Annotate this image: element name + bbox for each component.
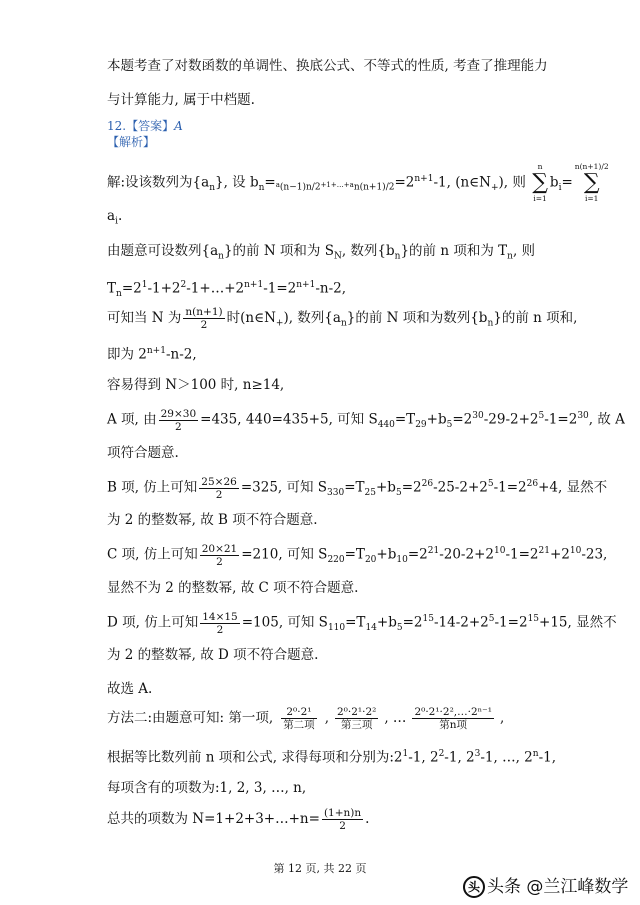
text-line: 由题意可设数列$\{a_n\}$的前 N 项和为 $S_N$, 数列$\{b_n\}$的前 n 项和为 $T_n$, 则: [107, 243, 536, 262]
page-footer: 第 12 页, 共 22 页: [273, 862, 367, 875]
option-b-line: B 项, 仿上可知 $\frac{25\times 26}{2}$ =325, 可知 $S_{330}=T_{25}+b_5=2^{26}-25-2+2^5-1=2^{26}+4$, 显然不: [107, 475, 608, 501]
option-d-line: D 项, 仿上可知 $\frac{14\times 15}{2}$ =105, 可知 $S_{110}=T_{14}+b_5=2^{15}-14-2+2^5-1=2^{15}+15$, 显然不: [107, 610, 617, 636]
text-line: 与计算能力, 属于中档题.: [107, 92, 255, 108]
sigma-sum: n ∑ i=1: [532, 162, 548, 203]
text-line: 项符合题意.: [107, 445, 179, 461]
text-line: 为 2 的整数幂, 故 D 项不符合题意.: [107, 647, 319, 663]
text-line: 显然不为 2 的整数幂, 故 C 项不符合题意.: [107, 580, 359, 596]
watermark: 头 头条 @兰江峰数学: [463, 872, 628, 898]
sigma-sum: n(n+1)/2 ∑ i=1: [574, 162, 609, 203]
text-line: $T_n=2^1-1+2^2-1+\dots+2^{n+1}-1=2^{n+1}-n-2$,: [107, 280, 347, 300]
method-two-line: 方法二:由题意可知: 第一项, $\frac{\text{2⁰·2¹}}{\text{第二项}}$ , $\frac{\text{2⁰·2¹·2²}}{\text{第三项}}$ , … $\frac{\text{2⁰·2¹·2²,…·2ⁿ⁻¹}}{\text{第n项}}$ ,: [107, 706, 505, 731]
fraction: $\frac{n(n+1)}{2}$: [185, 306, 223, 331]
answer-label: 12.【答案】A: [107, 119, 183, 133]
text-line: 即为 $2^{n+1}-n-2$,: [107, 346, 197, 363]
text-line: 容易得到 N＞100 时, n≥14,: [107, 377, 285, 393]
text-line: 可知当 N 为 $\frac{n(n+1)}{2}$ 时$(n\in N_+)$, 数列$\{a_n\}$的前 N 项和为数列$\{b_n\}$的前 n 项和,: [107, 306, 578, 331]
text-line: 每项含有的项数为:1, 2, 3, …, n,: [107, 780, 307, 796]
option-a-line: A 项, 由 $\frac{29\times 30}{2}$ =435, 440=435+5, 可知 $S_{440}=T_{29}+b_5=2^{30}-29-2+2^5-1=2^{30}$, 故 A: [107, 407, 625, 433]
toutiao-logo-icon: 头: [463, 876, 485, 898]
text-line: 本题考查了对数函数的单调性、换底公式、不等式的性质, 考查了推理能力: [107, 58, 548, 74]
text-line: 故选 A.: [107, 681, 153, 697]
option-c-line: C 项, 仿上可知 $\frac{20\times 21}{2}$ =210, 可知 $S_{220}=T_{20}+b_{10}=2^{21}-20-2+2^{10}-1=2^{21}+2^{10}-23$,: [107, 542, 608, 568]
solution-intro: 解:设该数列为$\{a_n\}$, 设 $b_n=a_{(n-1)n/2}+1+\dots+a_{n(n+1)/2}=2^{n+1}-1$, $(n\in N_+)$, 则 n ∑ i=1 $b_i=$ n(n+1)/2 ∑ i=1: [107, 162, 609, 203]
text-line: 总共的项数为 N=1+2+3+…+n= $\frac{(1+n)n}{2}$ .: [107, 807, 370, 832]
analysis-label: 【解析】: [107, 135, 156, 149]
text-line: 为 2 的整数幂, 故 B 项不符合题意.: [107, 512, 318, 528]
text-line: 根据等比数列前 n 项和公式, 求得每项和分别为$:2^1-1$, $2^2-1$, $2^3-1$, …, 2$^n$-1,: [107, 749, 557, 766]
text-line: $a_i$.: [107, 208, 123, 227]
